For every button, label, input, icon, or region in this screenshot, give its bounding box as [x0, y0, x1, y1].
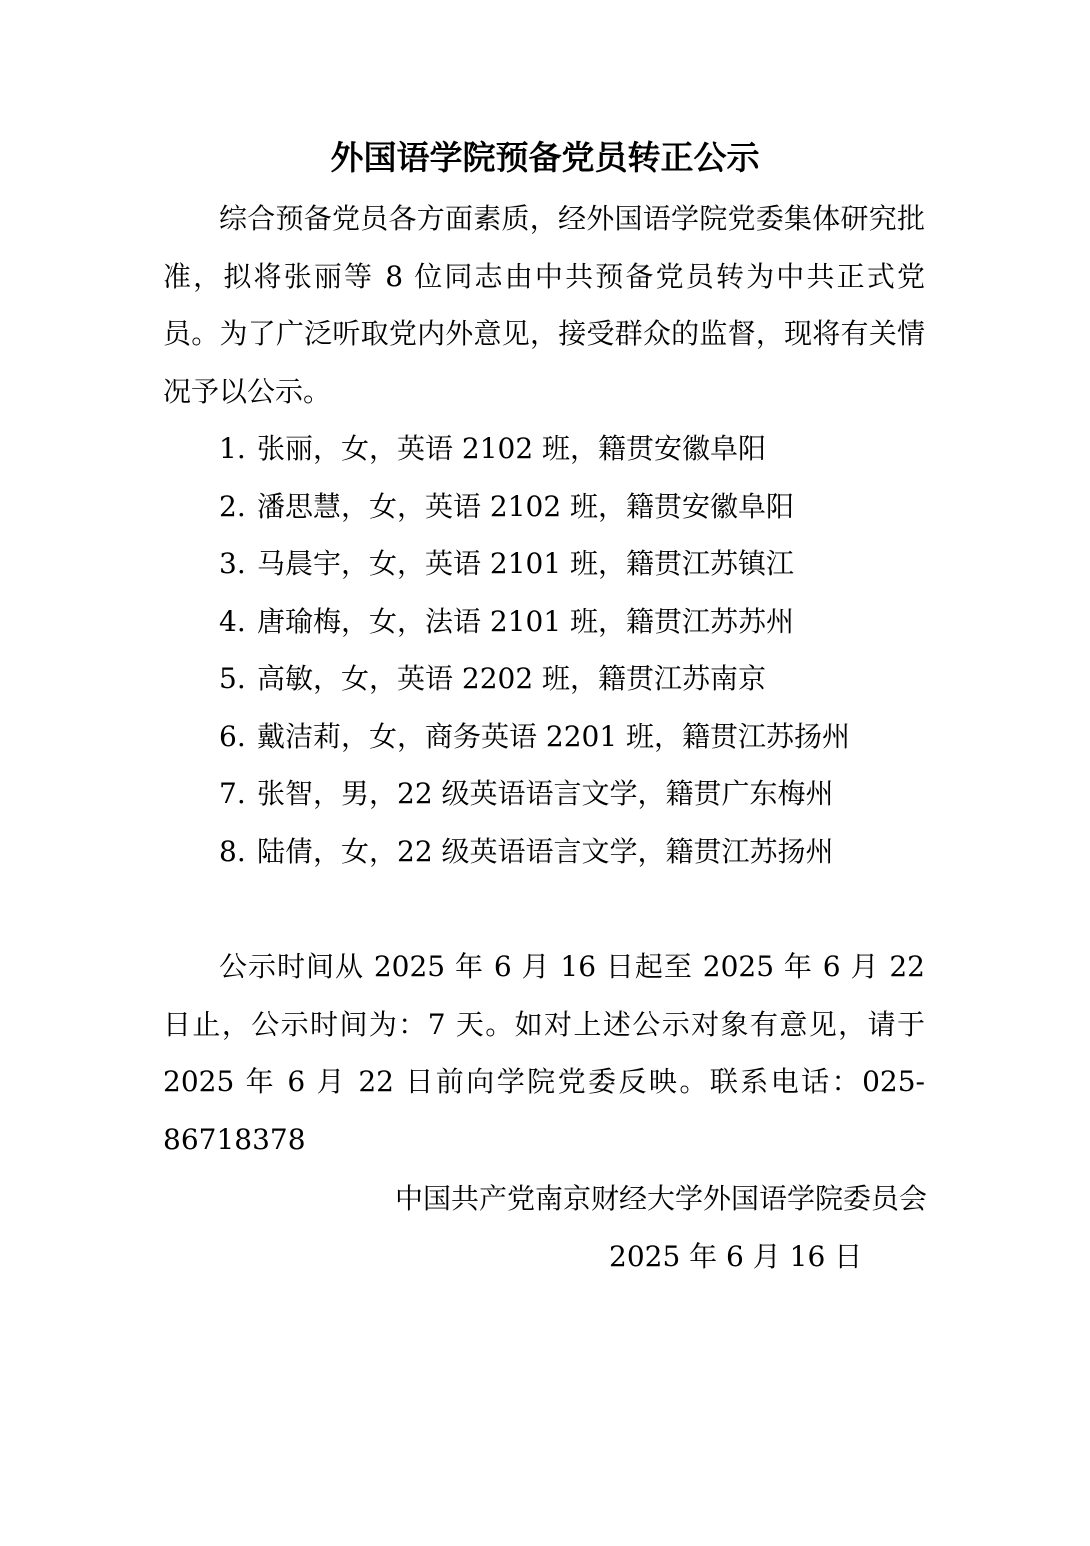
list-item	[219, 420, 925, 478]
list-item	[219, 478, 925, 536]
candidate-list	[219, 420, 925, 880]
list-item-number: 8.	[219, 834, 246, 868]
list-item-text: 陆倩，女，22 级英语语言文学，籍贯江苏扬州	[257, 834, 834, 868]
list-item-number: 4.	[219, 604, 246, 638]
list-item-text: 唐瑜梅，女，法语 2101 班，籍贯江苏苏州	[257, 604, 795, 638]
list-item	[219, 535, 925, 593]
list-item	[219, 650, 925, 708]
list-item	[219, 593, 925, 651]
list-item-text: 戴洁莉，女，商务英语 2201 班，籍贯江苏扬州	[257, 719, 851, 753]
signature-date: 2025 年 6 月 16 日	[609, 1240, 863, 1273]
list-item-number: 7.	[219, 777, 246, 810]
list-item-number: 3.	[219, 547, 246, 580]
signature-organization: 中国共产党南京财经大学外国语学院委员会	[394, 1182, 927, 1215]
list-item-number: 2.	[219, 489, 246, 523]
intro-paragraph: 综合预备党员各方面素质，经外国语学院党委集体研究批准，拟将张丽等 8 位同志由中共预备党员转为中共正式党员。为了广泛听取党内外意见，接受群众的监督，现将有关情况予以公示。	[163, 202, 925, 408]
list-item-text: 张智，男，22 级英语语言文学，籍贯广东梅州	[257, 777, 834, 810]
list-item-number: 6.	[219, 719, 246, 753]
list-item-text: 高敏，女，英语 2202 班，籍贯江苏南京	[257, 662, 767, 695]
notice-paragraph: 公示时间从 2025 年 6 月 16 日起至 2025 年 6 月 22 日止，公示时间为：7 天。如对上述公示对象有意见，请于 2025 年 6 月 22 日前向学院党委反映。联系电话：025-86718378	[163, 950, 925, 1156]
document-title: 外国语学院预备党员转正公示	[330, 138, 760, 177]
list-item-text: 潘思慧，女，英语 2102 班，籍贯安徽阜阳	[257, 489, 795, 523]
list-item	[219, 823, 925, 881]
list-item-number: 1.	[219, 432, 246, 465]
list-item	[219, 708, 925, 766]
list-item-number: 5.	[219, 662, 246, 695]
list-item-text: 马晨宇，女，英语 2101 班，籍贯江苏镇江	[257, 547, 795, 580]
list-item-text: 张丽，女，英语 2102 班，籍贯安徽阜阳	[257, 432, 767, 465]
list-item	[219, 765, 925, 823]
